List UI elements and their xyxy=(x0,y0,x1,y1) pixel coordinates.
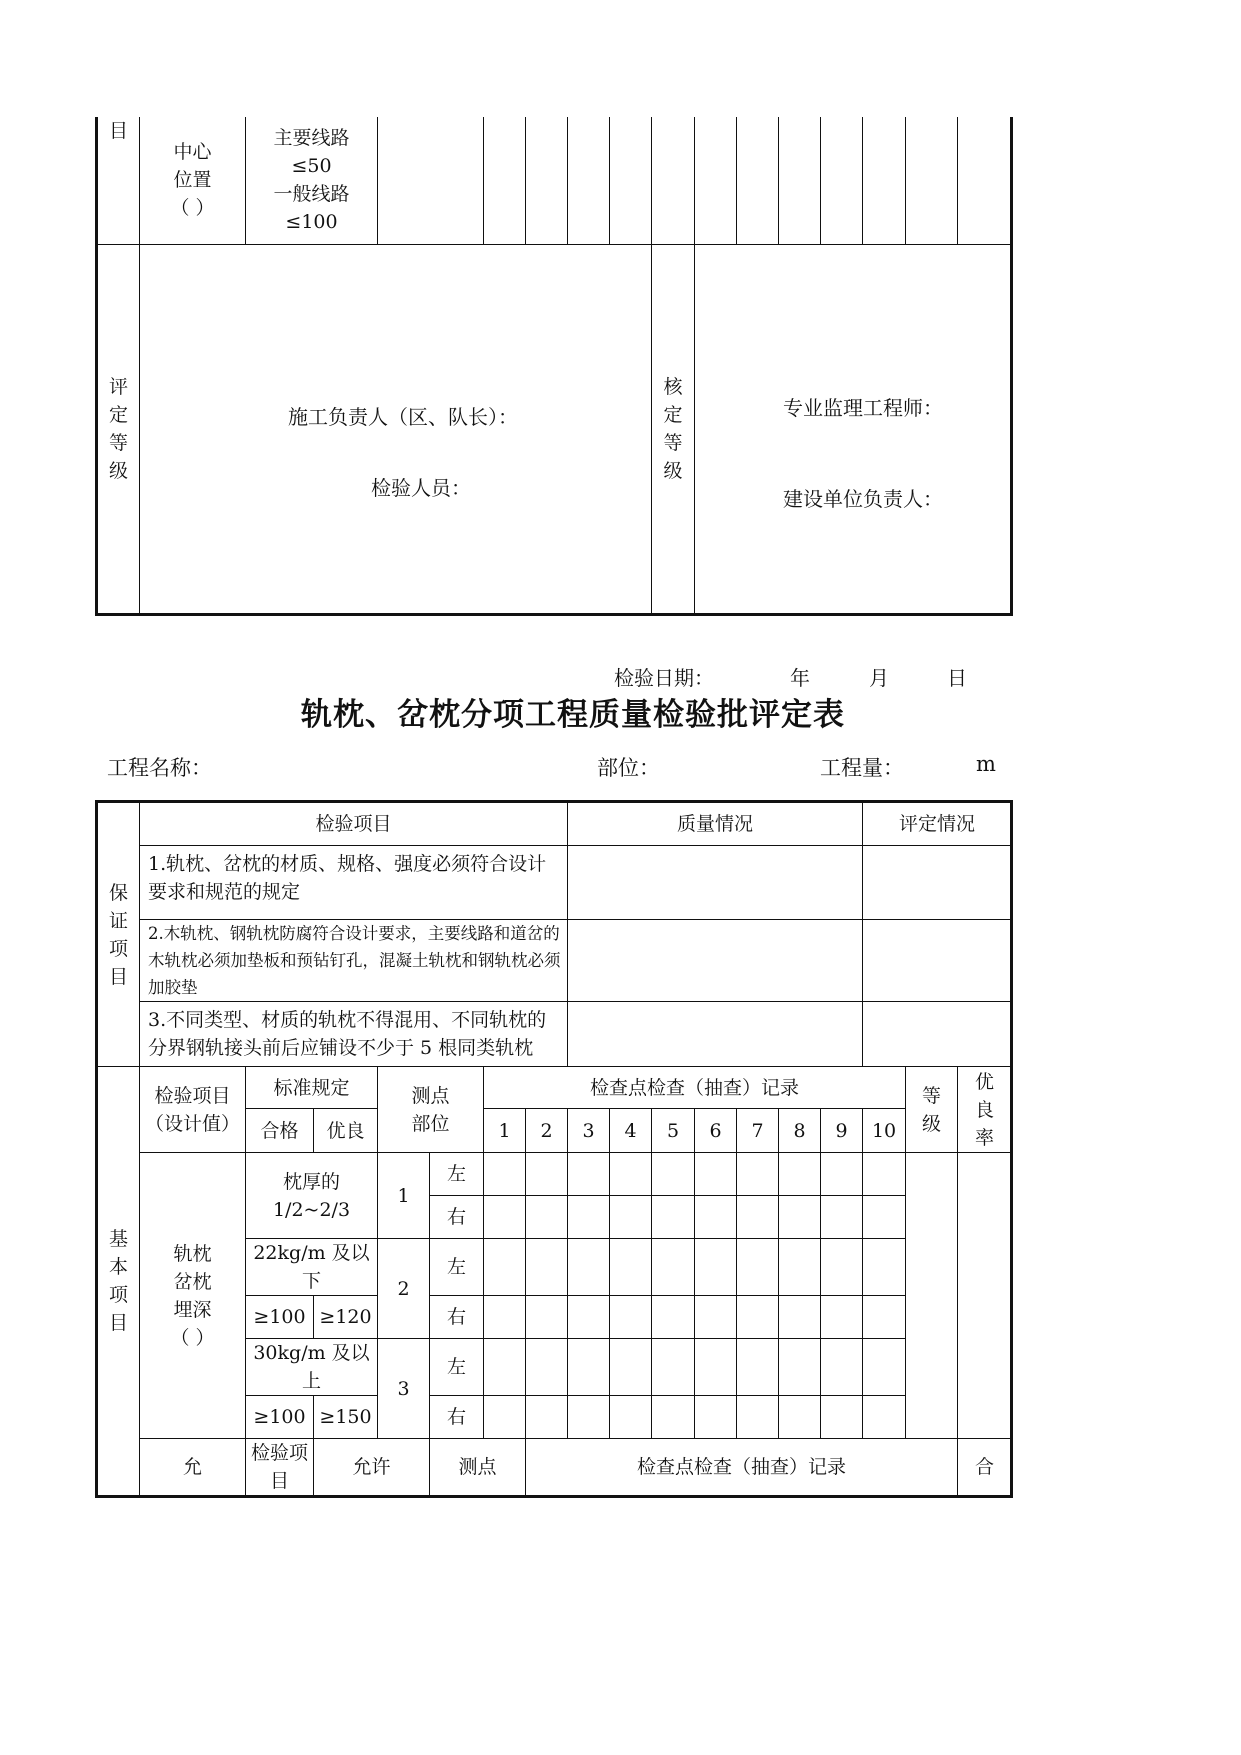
date-day-label: 日 xyxy=(947,666,967,690)
record-cell[interactable] xyxy=(652,1339,695,1396)
record-cell[interactable] xyxy=(821,1339,863,1396)
group-2-pass: ≥100 xyxy=(246,1296,314,1339)
record-cell[interactable] xyxy=(484,117,526,244)
group-1-right: 右 xyxy=(430,1196,484,1239)
record-cell[interactable] xyxy=(821,117,863,244)
record-cell[interactable] xyxy=(779,1396,821,1439)
guarantee-label: 保证项目 xyxy=(108,881,128,988)
record-cell[interactable] xyxy=(568,1239,610,1296)
record-cell[interactable] xyxy=(652,1296,695,1339)
record-cell[interactable] xyxy=(484,1239,526,1296)
guarantee-quality-3[interactable] xyxy=(568,1002,863,1067)
record-cell[interactable] xyxy=(652,1153,695,1196)
allowance-header-item: 检验项目 xyxy=(246,1439,314,1497)
owner-leader-label: 建设单位负责人： xyxy=(783,486,943,511)
guarantee-eval-3[interactable] xyxy=(863,1002,1012,1067)
record-cell[interactable] xyxy=(610,1153,652,1196)
point-number: 3 xyxy=(568,1109,610,1153)
center-position-item: 中心 位置 （ ） xyxy=(140,117,246,244)
record-cell[interactable] xyxy=(695,1153,737,1196)
guarantee-eval-2[interactable] xyxy=(863,920,1012,1002)
group-3-standard: 30kg/m 及以上 xyxy=(246,1339,378,1396)
record-cell[interactable] xyxy=(863,1196,906,1239)
record-cell[interactable] xyxy=(568,117,610,244)
record-cell[interactable] xyxy=(779,1296,821,1339)
record-cell[interactable] xyxy=(526,117,568,244)
row-label: 目 xyxy=(108,120,128,142)
point-number: 1 xyxy=(484,1109,526,1153)
grade-cell[interactable] xyxy=(906,117,958,244)
project-name-label: 工程名称： xyxy=(107,756,212,780)
record-cell[interactable] xyxy=(652,1196,695,1239)
record-cell[interactable] xyxy=(695,1196,737,1239)
record-cell[interactable] xyxy=(821,1239,863,1296)
basic-header-rate: 优良率 xyxy=(975,1070,995,1149)
check-label-cell xyxy=(652,244,695,614)
record-cell[interactable] xyxy=(652,1396,695,1439)
basic-label-cell xyxy=(97,1067,140,1497)
group-3-point: 3 xyxy=(378,1339,430,1439)
construction-leader-label: 施工负责人（区、队长）： xyxy=(288,404,518,429)
record-cell[interactable] xyxy=(863,1153,906,1196)
quantity-unit: m xyxy=(976,752,996,776)
record-cell[interactable] xyxy=(568,1296,610,1339)
page-title: 轨枕、岔枕分项工程质量检验批评定表 xyxy=(301,697,845,733)
basic-header-item: 检验项目 （设计值） xyxy=(140,1067,246,1153)
record-cell[interactable] xyxy=(821,1296,863,1339)
record-cell[interactable] xyxy=(695,1339,737,1396)
record-cell[interactable] xyxy=(484,1396,526,1439)
basic-grade-cell[interactable] xyxy=(906,1153,958,1439)
allowance-label: 允 xyxy=(182,1456,202,1478)
supervisor-label: 专业监理工程师： xyxy=(783,395,943,420)
record-cell[interactable] xyxy=(610,1296,652,1339)
group-1-standard: 枕厚的 1/2~2/3 xyxy=(246,1153,378,1239)
allowance-label-cell xyxy=(140,1439,246,1497)
record-cell[interactable] xyxy=(568,1396,610,1439)
group-3-right: 右 xyxy=(430,1396,484,1439)
record-cell[interactable] xyxy=(652,1239,695,1296)
record-cell[interactable] xyxy=(610,117,652,244)
check-label: 核定等级 xyxy=(663,375,683,482)
record-cell[interactable] xyxy=(779,1196,821,1239)
inspection-table xyxy=(95,800,1013,1498)
record-cell[interactable] xyxy=(737,1196,779,1239)
guarantee-eval-1[interactable] xyxy=(863,846,1012,920)
rate-cell[interactable] xyxy=(958,117,1012,244)
guarantee-header-eval: 评定情况 xyxy=(863,802,1012,846)
record-cell[interactable] xyxy=(863,1239,906,1296)
eval-signature-area[interactable] xyxy=(140,244,652,614)
allowance-header-record: 检查点检查（抽查）记录 xyxy=(526,1439,958,1497)
basic-header-excellent: 优良 xyxy=(314,1109,378,1153)
record-cell[interactable] xyxy=(695,1239,737,1296)
basic-header-point-pos: 测点 部位 xyxy=(378,1067,484,1153)
eval-label-cell xyxy=(97,244,140,614)
guarantee-quality-2[interactable] xyxy=(568,920,863,1002)
basic-header-standard: 标准规定 xyxy=(246,1067,378,1109)
group-2-standard: 22kg/m 及以下 xyxy=(246,1239,378,1296)
center-position-standard: 主要线路 ≤50 一般线路 ≤100 xyxy=(246,117,378,244)
record-cell[interactable] xyxy=(526,1296,568,1339)
record-cell[interactable] xyxy=(821,1196,863,1239)
record-cell[interactable] xyxy=(484,1196,526,1239)
quantity-label: 工程量： xyxy=(820,756,904,780)
record-cell[interactable] xyxy=(821,1153,863,1196)
allowance-header-point: 测点 xyxy=(430,1439,526,1497)
guarantee-label-cell xyxy=(97,802,140,1067)
record-cell[interactable] xyxy=(695,1296,737,1339)
group-3-excellent: ≥150 xyxy=(314,1396,378,1439)
record-cell[interactable] xyxy=(610,1396,652,1439)
record-cell[interactable] xyxy=(652,117,695,244)
inspection-date-label: 检验日期： xyxy=(614,666,714,690)
record-cell[interactable] xyxy=(526,1396,568,1439)
group-3-left: 左 xyxy=(430,1339,484,1396)
record-cell[interactable] xyxy=(863,1396,906,1439)
basic-header-rate-cell xyxy=(958,1067,1012,1153)
record-cell[interactable] xyxy=(568,1153,610,1196)
guarantee-header-item: 检验项目 xyxy=(140,802,568,846)
group-1-left: 左 xyxy=(430,1153,484,1196)
record-cell[interactable] xyxy=(526,1153,568,1196)
point-number: 10 xyxy=(863,1109,906,1153)
group-1-point: 1 xyxy=(378,1153,430,1239)
guarantee-quality-1[interactable] xyxy=(568,846,863,920)
basic-header-pass: 合格 xyxy=(246,1109,314,1153)
group-2-left: 左 xyxy=(430,1239,484,1296)
record-cell[interactable] xyxy=(779,117,821,244)
group-2-point: 2 xyxy=(378,1239,430,1339)
basic-header-grade-cell xyxy=(906,1067,958,1153)
group-2-excellent: ≥120 xyxy=(314,1296,378,1339)
row-label-cell xyxy=(97,117,140,244)
point-number: 9 xyxy=(821,1109,863,1153)
date-year-label: 年 xyxy=(790,666,810,690)
record-cell[interactable] xyxy=(568,1339,610,1396)
point-number: 7 xyxy=(737,1109,779,1153)
record-cell[interactable] xyxy=(863,117,906,244)
record-cell[interactable] xyxy=(695,117,737,244)
basic-header-grade: 等级 xyxy=(922,1084,942,1135)
guarantee-item-1: 1.轨枕、岔枕的材质、规格、强度必须符合设计要求和规范的规定 xyxy=(140,846,568,920)
point-number: 6 xyxy=(695,1109,737,1153)
blank-cell xyxy=(378,117,484,244)
record-cell[interactable] xyxy=(737,1296,779,1339)
record-cell[interactable] xyxy=(484,1339,526,1396)
record-cell[interactable] xyxy=(737,1239,779,1296)
group-2-right: 右 xyxy=(430,1296,484,1339)
record-cell[interactable] xyxy=(779,1153,821,1196)
basic-rate-cell[interactable] xyxy=(958,1153,1012,1439)
record-cell[interactable] xyxy=(695,1396,737,1439)
point-number: 5 xyxy=(652,1109,695,1153)
record-cell[interactable] xyxy=(779,1239,821,1296)
record-cell[interactable] xyxy=(484,1153,526,1196)
guarantee-item-2: 2.木轨枕、钢轨枕防腐符合设计要求，主要线路和道岔的木轨枕必须加垫板和预钻钉孔，混凝土轨枕和钢轨枕必须加胶垫 xyxy=(140,920,568,1002)
previous-table-continuation xyxy=(95,117,1013,616)
guarantee-header-quality: 质量情况 xyxy=(568,802,863,846)
record-cell[interactable] xyxy=(484,1296,526,1339)
allowance-header-allow: 允许 xyxy=(314,1439,430,1497)
record-cell[interactable] xyxy=(863,1296,906,1339)
location-label: 部位： xyxy=(597,756,660,780)
record-cell[interactable] xyxy=(610,1196,652,1239)
basic-header-record: 检查点检查（抽查）记录 xyxy=(484,1067,906,1109)
point-number: 4 xyxy=(610,1109,652,1153)
record-cell[interactable] xyxy=(779,1339,821,1396)
record-cell[interactable] xyxy=(737,1339,779,1396)
record-cell[interactable] xyxy=(568,1196,610,1239)
record-cell[interactable] xyxy=(737,1396,779,1439)
inspector-label: 检验人员： xyxy=(371,475,471,500)
record-cell[interactable] xyxy=(526,1196,568,1239)
guarantee-item-3: 3.不同类型、材质的轨枕不得混用、不同轨枕的分界钢轨接头前后应铺设不少于 5 根同类轨枕 xyxy=(140,1002,568,1067)
point-number: 2 xyxy=(526,1109,568,1153)
point-number: 8 xyxy=(779,1109,821,1153)
record-cell[interactable] xyxy=(737,117,779,244)
allowance-header-pass: 合 xyxy=(958,1439,1012,1497)
record-cell[interactable] xyxy=(863,1339,906,1396)
record-cell[interactable] xyxy=(526,1339,568,1396)
basic-item-name: 轨枕 岔枕 埋深 （ ） xyxy=(140,1153,246,1439)
date-month-label: 月 xyxy=(869,666,889,690)
eval-label: 评定等级 xyxy=(108,375,128,482)
record-cell[interactable] xyxy=(737,1153,779,1196)
group-3-pass: ≥100 xyxy=(246,1396,314,1439)
record-cell[interactable] xyxy=(610,1339,652,1396)
record-cell[interactable] xyxy=(610,1239,652,1296)
check-signature-area[interactable] xyxy=(695,244,1012,614)
record-cell[interactable] xyxy=(526,1239,568,1296)
basic-label: 基本项目 xyxy=(108,1228,128,1334)
record-cell[interactable] xyxy=(821,1396,863,1439)
